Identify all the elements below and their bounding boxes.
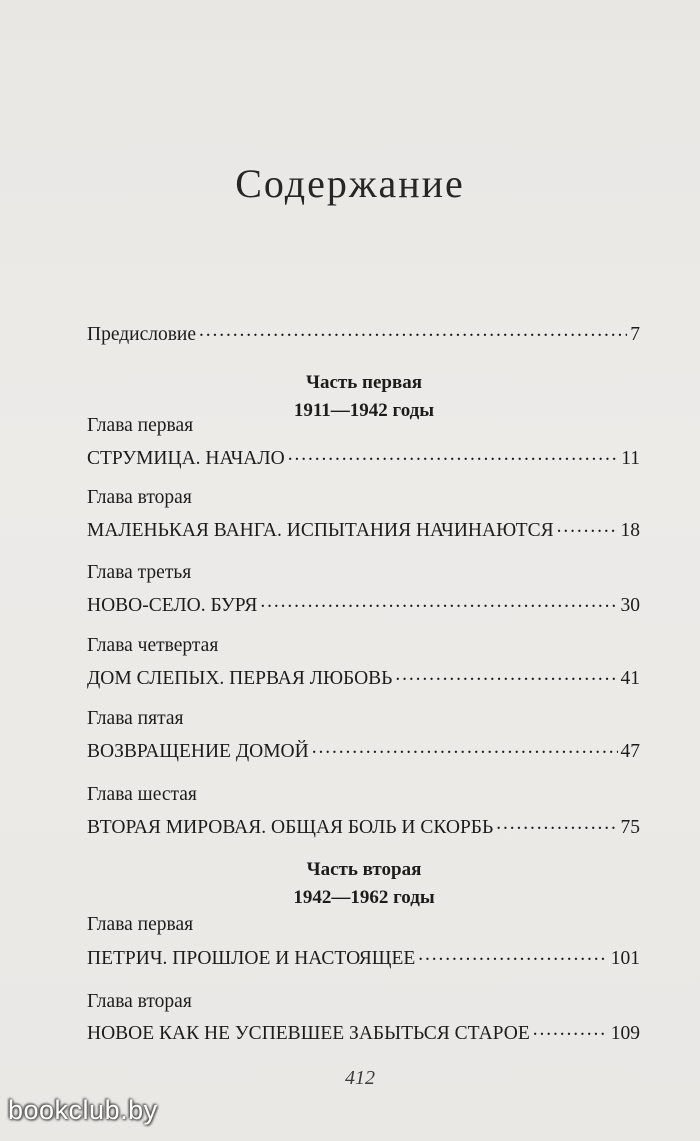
toc-entry-page: 47 bbox=[620, 740, 640, 762]
chapter-caption: Глава шестая bbox=[87, 784, 197, 805]
toc-entry[interactable] bbox=[87, 1019, 640, 1047]
chapter-caption: Глава четвертая bbox=[87, 635, 219, 656]
part-heading: Часть вторая bbox=[306, 859, 422, 880]
toc-entry-page: 109 bbox=[610, 1022, 640, 1044]
dot-leader bbox=[533, 1019, 608, 1039]
watermark: bookclub.by bbox=[8, 1095, 158, 1125]
chapter-caption: Глава пятая bbox=[87, 708, 184, 729]
toc-entry-label: НОВО-СЕЛО. БУРЯ bbox=[87, 594, 258, 616]
toc-entry[interactable] bbox=[87, 664, 640, 692]
dot-leader bbox=[260, 591, 617, 611]
toc-entry-page: 11 bbox=[621, 447, 640, 469]
part-years: 1942—1962 годы bbox=[293, 887, 435, 908]
toc-entry[interactable] bbox=[87, 444, 640, 472]
toc-entry-page: 7 bbox=[630, 323, 640, 345]
toc-entry-label: ДОМ СЛЕПЫХ. ПЕРВАЯ ЛЮБОВЬ bbox=[87, 667, 393, 689]
dot-leader bbox=[395, 664, 617, 684]
dot-leader bbox=[418, 944, 607, 964]
chapter-caption: Глава вторая bbox=[87, 487, 192, 508]
toc-entry[interactable] bbox=[87, 737, 640, 765]
page-number: 412 bbox=[345, 1067, 375, 1089]
dot-leader bbox=[199, 320, 627, 340]
toc-entry-preface[interactable] bbox=[87, 320, 640, 348]
toc-entry-label: ВТОРАЯ МИРОВАЯ. ОБЩАЯ БОЛЬ И СКОРБЬ bbox=[87, 816, 494, 838]
dot-leader bbox=[288, 444, 619, 464]
page-title: Содержание bbox=[235, 161, 465, 206]
toc-entry-label: Предисловие bbox=[87, 323, 197, 345]
chapter-caption: Глава третья bbox=[87, 562, 192, 583]
toc-entry[interactable] bbox=[87, 591, 640, 619]
toc-entry[interactable] bbox=[87, 516, 640, 544]
toc-entry-label: СТРУМИЦА. НАЧАЛО bbox=[87, 447, 285, 469]
chapter-caption: Глава первая bbox=[87, 914, 194, 935]
toc-entry-label: ВОЗВРАЩЕНИЕ ДОМОЙ bbox=[87, 740, 309, 762]
toc-entry-page: 41 bbox=[620, 667, 640, 689]
toc-entry[interactable] bbox=[87, 944, 640, 972]
toc-entry-page: 75 bbox=[620, 816, 640, 838]
toc-entry-page: 101 bbox=[610, 947, 640, 969]
toc-entry-label: НОВОЕ КАК НЕ УСПЕВШЕЕ ЗАБЫТЬСЯ СТАРОЕ bbox=[87, 1022, 530, 1044]
toc-entry-label: МАЛЕНЬКАЯ ВАНГА. ИСПЫТАНИЯ НАЧИНАЮТСЯ bbox=[87, 519, 554, 541]
part-years: 1911—1942 годы bbox=[293, 400, 435, 421]
toc-entry-label: ПЕТРИЧ. ПРОШЛОЕ И НАСТОЯЩЕЕ bbox=[87, 947, 416, 969]
chapter-caption: Глава вторая bbox=[87, 991, 192, 1012]
dot-leader bbox=[557, 516, 618, 536]
dot-leader bbox=[312, 737, 618, 757]
toc-entry-page: 30 bbox=[620, 594, 640, 616]
part-heading: Часть первая bbox=[306, 372, 422, 393]
dot-leader bbox=[496, 813, 617, 833]
chapter-caption: Глава первая bbox=[87, 415, 194, 436]
toc-entry-page: 18 bbox=[620, 519, 640, 541]
toc-entry[interactable] bbox=[87, 813, 640, 841]
